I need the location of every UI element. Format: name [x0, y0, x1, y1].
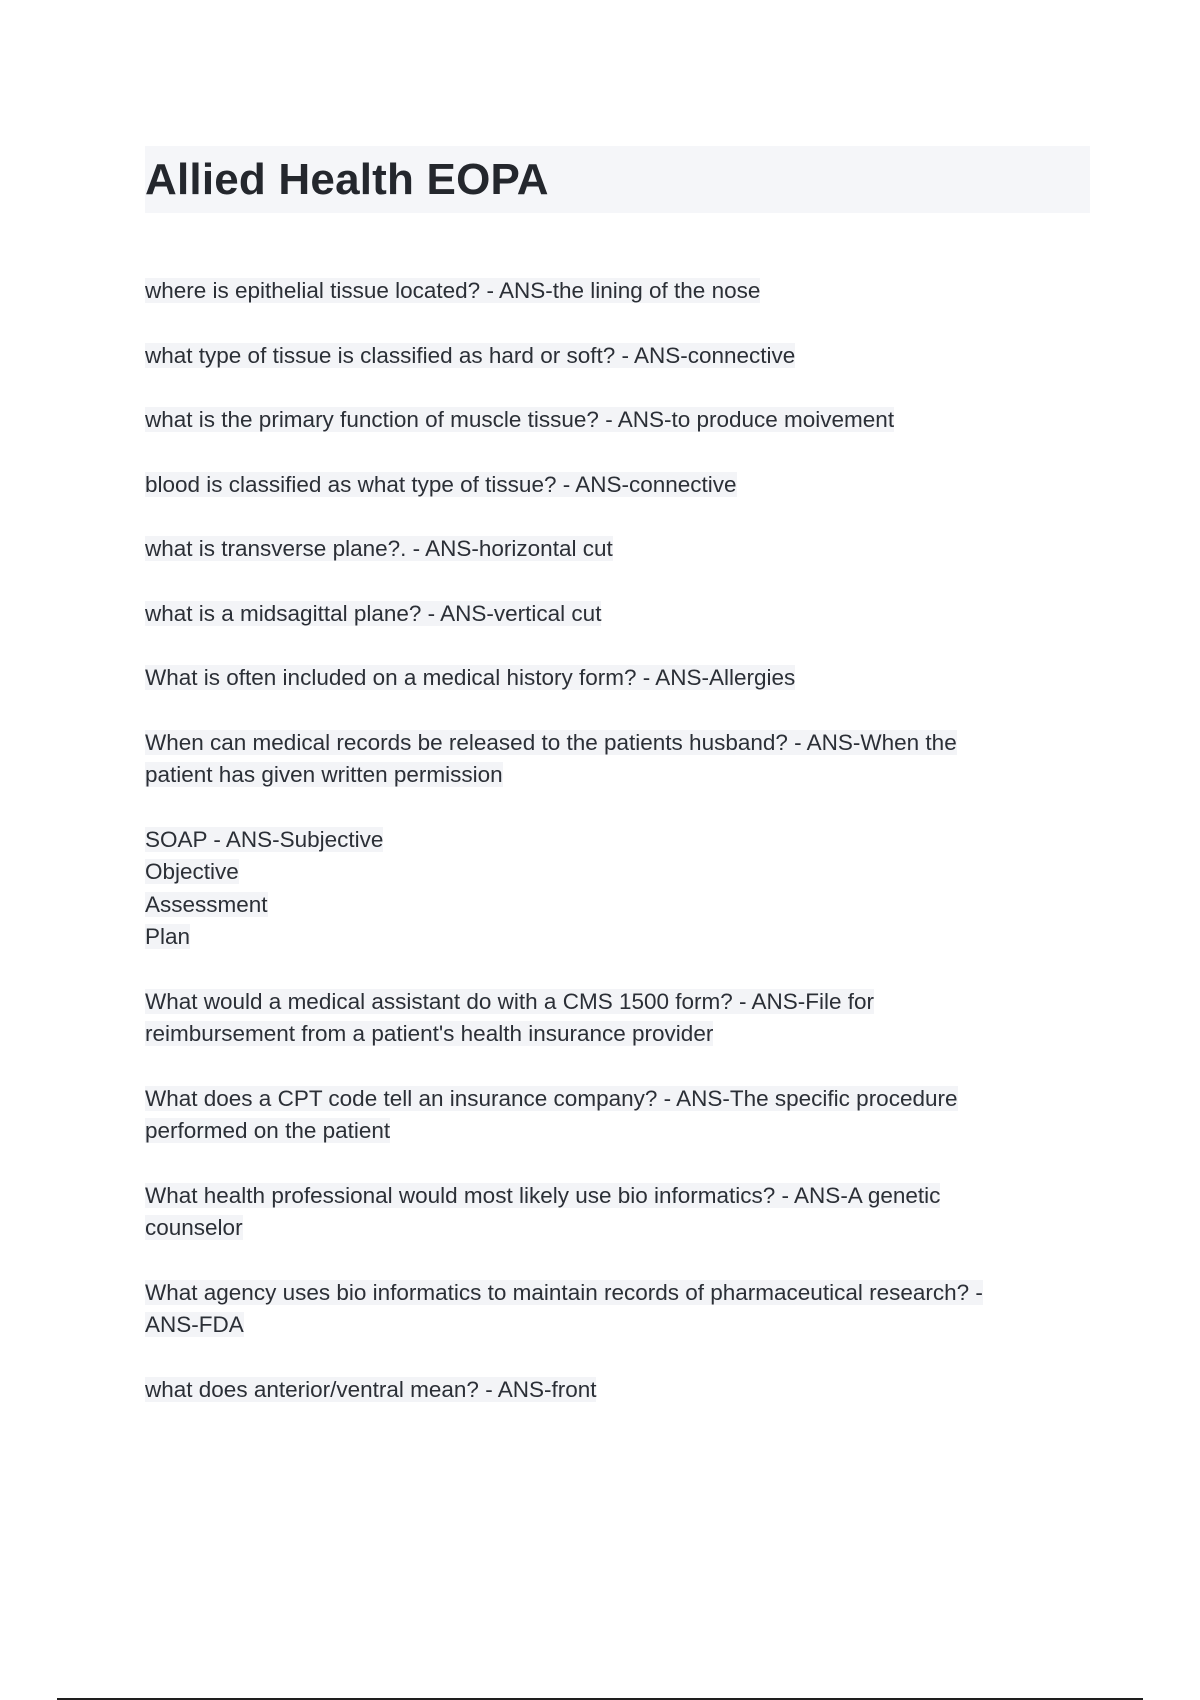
- qa-text: When can medical records be released to the patients husband? - ANS-When the patient has given written permission: [145, 729, 957, 787]
- qa-text: What would a medical assistant do with a CMS 1500 form? - ANS-File for reimbursement from a patient's health insurance provider: [145, 988, 875, 1046]
- qa-text: what is a midsagittal plane? - ANS-vertical cut: [145, 600, 602, 626]
- qa-item: [145, 404, 1065, 437]
- qa-item: [145, 469, 1065, 502]
- qa-item: [145, 340, 1065, 373]
- qa-text: SOAP - ANS-Subjective Objective Assessment Plan: [145, 826, 384, 949]
- qa-text: What does a CPT code tell an insurance company? - ANS-The specific procedure performed on the patient: [145, 1085, 958, 1143]
- question-answer-list: [145, 275, 1065, 1438]
- qa-item: [145, 662, 1065, 695]
- qa-text: what is transverse plane?. - ANS-horizontal cut: [145, 536, 613, 561]
- qa-item: [145, 598, 1065, 631]
- qa-item: [145, 1277, 1065, 1342]
- qa-text: what type of tissue is classified as hard or soft? - ANS-connective: [145, 342, 796, 368]
- qa-text: What is often included on a medical history form? - ANS-Allergies: [145, 665, 796, 690]
- qa-text: what is the primary function of muscle tissue? - ANS-to produce moivement: [145, 407, 895, 432]
- qa-item: [145, 824, 1065, 954]
- page-title: Allied Health EOPA: [145, 155, 549, 204]
- qa-text: blood is classified as what type of tissue? - ANS-connective: [145, 471, 737, 497]
- qa-text: where is epithelial tissue located? - ANS-the lining of the nose: [145, 278, 761, 303]
- title-banner: [145, 146, 1090, 213]
- qa-item: [145, 533, 1065, 566]
- qa-item: [145, 727, 1065, 792]
- qa-text: What health professional would most likely use bio informatics? - ANS-A genetic counselor: [145, 1182, 941, 1240]
- qa-item: [145, 1374, 1065, 1407]
- qa-item: [145, 275, 1065, 308]
- qa-text: what does anterior/ventral mean? - ANS-front: [145, 1376, 597, 1402]
- qa-item: [145, 1180, 1065, 1245]
- qa-item: [145, 1083, 1065, 1148]
- qa-item: [145, 986, 1065, 1051]
- qa-text: What agency uses bio informatics to maintain records of pharmaceutical research? - ANS-FDA: [145, 1279, 983, 1337]
